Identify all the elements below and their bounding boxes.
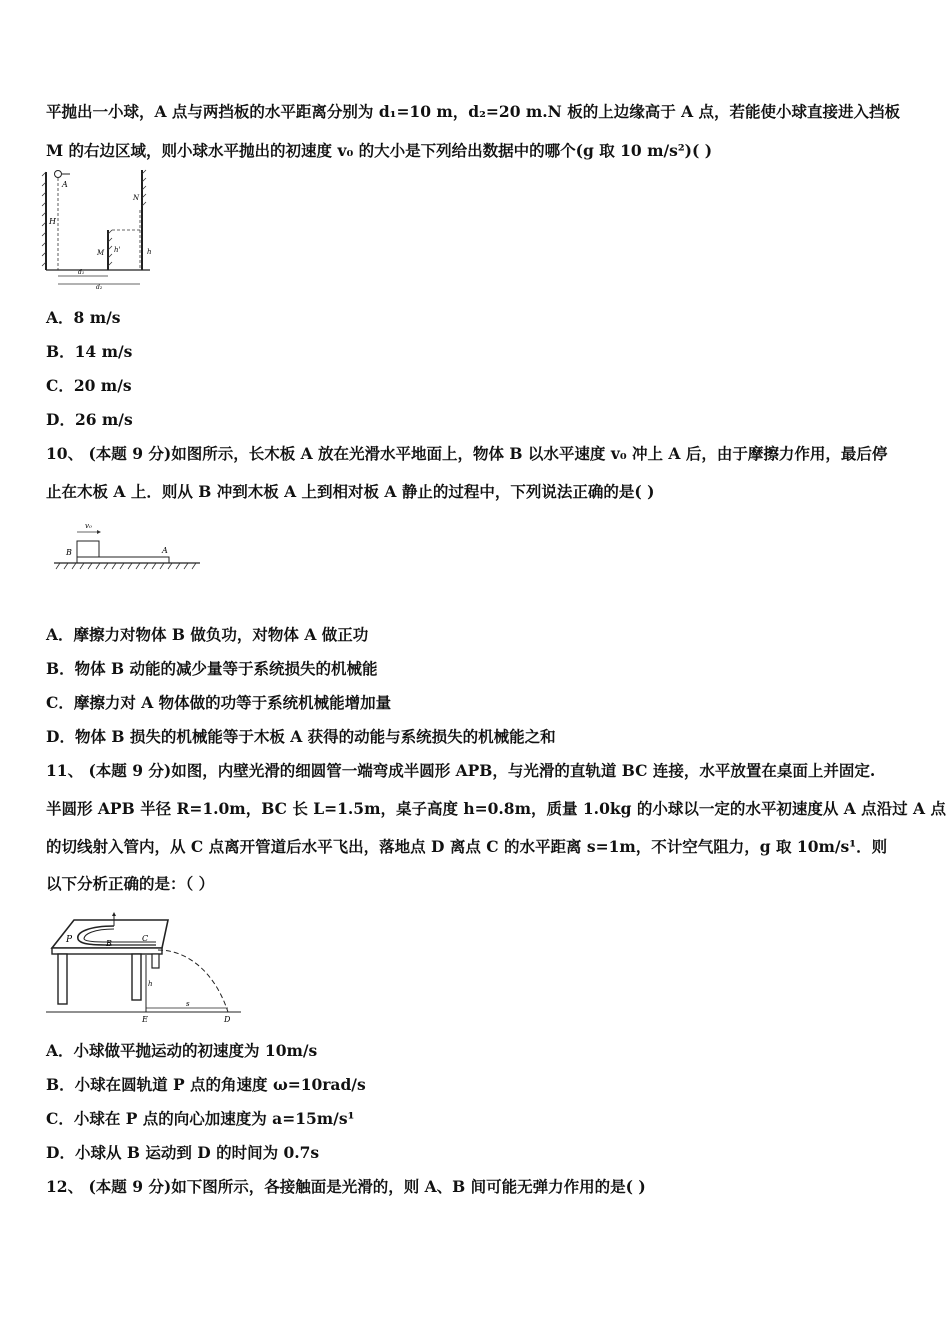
label-d: D bbox=[224, 1015, 231, 1024]
q10-option-a: A．摩擦力对物体 B 做负功，对物体 A 做正功 bbox=[46, 625, 369, 644]
q9-figure bbox=[40, 168, 165, 290]
q11-option-d: D．小球从 B 运动到 D 的时间为 0.7s bbox=[46, 1143, 320, 1162]
label-d1: d₁ bbox=[78, 269, 85, 276]
q11-text-line4: 以下分析正确的是：（ ） bbox=[46, 874, 215, 893]
q9-option-d: D．26 m/s bbox=[46, 410, 133, 429]
label-m: M bbox=[97, 249, 105, 257]
label-s: s bbox=[186, 1000, 190, 1008]
label-h-small: h bbox=[147, 248, 152, 256]
q11-option-c: C．小球在 P 点的向心加速度为 a=15m/s¹ bbox=[46, 1109, 355, 1128]
label-n: N bbox=[133, 194, 140, 202]
label-h-prime: h' bbox=[114, 246, 121, 254]
label-p: P bbox=[66, 935, 73, 945]
label-b-track: B bbox=[106, 939, 112, 948]
label-d2: d₂ bbox=[96, 284, 103, 291]
q11-text-line1: 11、 (本题 9 分)如图，内壁光滑的细圆管一端弯成半圆形 APB，与光滑的直轨道 BC 连接，水平放置在桌面上并固定. bbox=[46, 761, 876, 780]
label-b: B bbox=[66, 548, 72, 557]
q11-figure bbox=[46, 910, 246, 1025]
q10-option-c: C．摩擦力对 A 物体做的功等于系统机械能增加量 bbox=[46, 693, 392, 712]
label-a-board: A bbox=[162, 546, 168, 555]
label-c: C bbox=[142, 934, 149, 943]
board-a bbox=[77, 557, 169, 563]
q9-option-c: C．20 m/s bbox=[46, 376, 132, 395]
q10-text-line2: 止在木板 A 上．则从 B 冲到木板 A 上到相对板 A 静止的过程中，下列说法正确的是( ) bbox=[46, 482, 655, 501]
q10-option-d: D．物体 B 损失的机械能等于木板 A 获得的动能与系统损失的机械能之和 bbox=[46, 727, 556, 746]
block-b bbox=[77, 541, 99, 557]
q10-option-b: B．物体 B 动能的减少量等于系统损失的机械能 bbox=[46, 659, 378, 678]
ball-a-icon bbox=[55, 171, 62, 178]
q12-text-line1: 12、 (本题 9 分)如下图所示，各接触面是光滑的，则 A、B 间可能无弹力作用的是( ) bbox=[46, 1177, 646, 1196]
q11-text-line2: 半圆形 APB 半径 R=1.0m，BC 长 L=1.5m，桌子高度 h=0.8m，质量 1.0kg 的小球以一定的水平初速度从 A 点沿过 A 点 bbox=[46, 799, 946, 818]
label-h-big: H bbox=[49, 217, 56, 226]
q11-option-a: A．小球做平抛运动的初速度为 10m/s bbox=[46, 1041, 318, 1060]
q10-figure bbox=[50, 519, 205, 579]
label-a: A bbox=[62, 180, 68, 189]
q9-option-b: B．14 m/s bbox=[46, 342, 133, 361]
q9-text-line1: 平抛出一小球，A 点与两挡板的水平距离分别为 d₁=10 m，d₂=20 m.N 板的上边缘高于 A 点，若能使小球直接进入挡板 bbox=[46, 102, 901, 121]
q11-option-b: B．小球在圆轨道 P 点的角速度 ω=10rad/s bbox=[46, 1075, 366, 1094]
label-v0: v₀ bbox=[85, 522, 92, 530]
q10-text-line1: 10、 (本题 9 分)如图所示，长木板 A 放在光滑水平地面上，物体 B 以水平速度 v₀ 冲上 A 后，由于摩擦力作用，最后停 bbox=[46, 444, 888, 463]
label-h-table: h bbox=[148, 980, 153, 988]
q11-text-line3: 的切线射入管内，从 C 点离开管道后水平飞出，落地点 D 离点 C 的水平距离 s=1m，不计空气阻力，g 取 10m/s¹．则 bbox=[46, 837, 888, 856]
q9-text-line2: M 的右边区域，则小球水平抛出的初速度 v₀ 的大小是下列给出数据中的哪个(g 取 10 m/s²)( ) bbox=[46, 141, 713, 160]
label-e: E bbox=[142, 1015, 148, 1024]
q9-option-a: A．8 m/s bbox=[46, 308, 121, 327]
trajectory-dashed bbox=[158, 950, 228, 1012]
